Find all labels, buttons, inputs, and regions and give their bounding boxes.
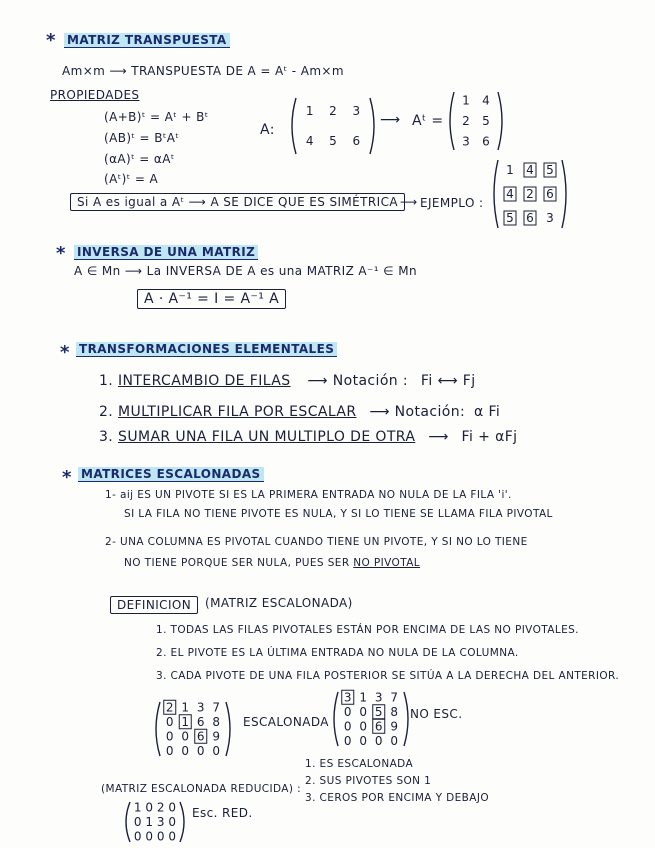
matrix-entry: 1 bbox=[462, 93, 470, 108]
matrix-entry: 9 bbox=[212, 729, 221, 744]
paren-left bbox=[450, 92, 454, 150]
paren-right bbox=[180, 802, 184, 842]
matrix-entry: 7 bbox=[212, 700, 221, 715]
matrix-entry: 0 bbox=[145, 829, 154, 844]
matrix-entry: 0 bbox=[145, 800, 154, 815]
matrix-escalonada-example bbox=[152, 700, 234, 762]
matrix-a bbox=[288, 96, 378, 160]
matrix-entry: 0 bbox=[359, 733, 368, 748]
star-bullet-icon: * bbox=[46, 30, 56, 51]
matrix-entry: 8 bbox=[390, 704, 399, 719]
inversa-definition: A ∈ Mn ⟶ La INVERSA DE A es una MATRIZ A⁻¹ ∈ Mn bbox=[74, 264, 417, 278]
definicion-title: (MATRIZ ESCALONADA) bbox=[205, 596, 353, 610]
matrix-entry: 3 bbox=[546, 211, 554, 225]
matrix-entry: 6 bbox=[352, 134, 361, 148]
matrix-entry: 0 bbox=[168, 800, 177, 815]
matrix-no-escalonada-example bbox=[330, 690, 412, 752]
matrix-entry: 5 bbox=[482, 114, 490, 128]
matrix-entry: 6 bbox=[482, 134, 490, 149]
pivote-definition-line: SI LA FILA NO TIENE PIVOTE ES NULA, Y SI LO TIENE SE LLAMA FILA PIVOTAL bbox=[124, 508, 553, 520]
escalonada-rule: 2. EL PIVOTE ES LA ÚLTIMA ENTRADA NO NULA DE LA COLUMNA. bbox=[156, 647, 519, 659]
matrix-entry: 5 bbox=[506, 211, 514, 225]
matrix-entry: 0 bbox=[181, 743, 190, 758]
columna-pivotal-line: 2- UNA COLUMNA ES PIVOTAL CUANDO TIENE UN PIVOTE, Y SI NO LO TIENE bbox=[105, 536, 528, 548]
matrix-entry: 7 bbox=[390, 690, 399, 705]
matrix-entry: 0 bbox=[165, 714, 174, 729]
paren-left bbox=[494, 160, 498, 228]
paren-right bbox=[498, 92, 502, 150]
matrix-entry: 0 bbox=[390, 733, 399, 748]
matrix-reducida-example bbox=[122, 800, 188, 848]
matrix-entry: 4 bbox=[482, 93, 490, 108]
matrix-entry: 3 bbox=[374, 690, 383, 705]
paren-left bbox=[292, 98, 296, 154]
matrix-entry: 0 bbox=[212, 743, 221, 758]
matrix-a-label: A: bbox=[260, 122, 275, 138]
matrix-entry: 0 bbox=[359, 719, 368, 734]
matrix-entry: 1 bbox=[181, 714, 190, 729]
matrix-entry: 2 bbox=[329, 104, 337, 118]
matrix-entry: 0 bbox=[165, 743, 174, 758]
section-title-transformaciones: TRANSFORMACIONES ELEMENTALES bbox=[76, 342, 337, 357]
paren-right bbox=[562, 160, 566, 228]
matrix-entry: 0 bbox=[181, 729, 190, 744]
matrix-entry: 0 bbox=[156, 829, 165, 844]
transform-item: 2. MULTIPLICAR FILA POR ESCALAR ⟶ Notación: α Fi bbox=[99, 404, 501, 420]
matrix-entry: 6 bbox=[374, 719, 383, 734]
matrix-entry: 4 bbox=[526, 163, 534, 177]
reducida-rule: 3. CEROS POR ENCIMA Y DEBAJO bbox=[305, 792, 490, 804]
escalonada-rule: 3. CADA PIVOTE DE UNA FILA POSTERIOR SE SITÚA A LA DERECHA DEL ANTERIOR. bbox=[156, 670, 620, 682]
no-escalonada-label: NO ESC. bbox=[410, 707, 463, 721]
reducida-label: Esc. RED. bbox=[192, 806, 253, 820]
matrix-entry: 4 bbox=[305, 134, 314, 148]
reducida-rule: 1. ES ESCALONADA bbox=[305, 758, 414, 770]
matrix-entry: 1 bbox=[145, 815, 154, 829]
matrix-entry: 6 bbox=[546, 187, 554, 201]
matrix-entry: 0 bbox=[374, 733, 383, 748]
matrix-entry: 3 bbox=[462, 134, 470, 149]
matrix-entry: 6 bbox=[196, 714, 205, 729]
transform-item: 3. SUMAR UNA FILA UN MULTIPLO DE OTRA ⟶ Fi + αFj bbox=[99, 429, 518, 445]
matrix-entry: 0 bbox=[343, 719, 352, 734]
matrix-entry: 3 bbox=[156, 815, 165, 829]
matrix-entry: 3 bbox=[343, 690, 352, 705]
matrix-entry: 0 bbox=[168, 815, 177, 829]
symmetric-box: Si A es igual a Aᵗ ⟶ A SE DICE QUE ES SIMÉTRICA bbox=[70, 193, 405, 211]
matrix-entry: 0 bbox=[133, 829, 142, 844]
paren-right bbox=[370, 98, 374, 154]
matrix-symmetric-example bbox=[490, 158, 570, 234]
matrix-entry: 0 bbox=[343, 704, 352, 719]
property-item: (A+B)ᵗ = Aᵗ + Bᵗ bbox=[104, 110, 209, 124]
escalonada-label: ESCALONADA bbox=[243, 715, 329, 729]
matrix-entry: 3 bbox=[196, 700, 205, 715]
matrix-entry: 0 bbox=[343, 733, 352, 748]
matrix-entry: 9 bbox=[390, 719, 399, 734]
matrix-at bbox=[446, 90, 506, 156]
paren-left bbox=[334, 692, 338, 746]
property-item: (Aᵗ)ᵗ = A bbox=[104, 172, 159, 186]
star-bullet-icon: * bbox=[62, 467, 72, 488]
section-title-transpuesta: MATRIZ TRANSPUESTA bbox=[64, 33, 230, 48]
escalonada-rule: 1. TODAS LAS FILAS PIVOTALES ESTÁN POR ENCIMA DE LAS NO PIVOTALES. bbox=[156, 624, 579, 636]
matrix-entry: 1 bbox=[133, 800, 142, 815]
property-item: (AB)ᵗ = BᵗAᵗ bbox=[104, 131, 180, 145]
paren-left bbox=[156, 702, 160, 756]
transform-item: 1. INTERCAMBIO DE FILAS ⟶ Notación : Fi ⟷ Fj bbox=[99, 373, 476, 389]
matrix-entry: 3 bbox=[352, 104, 361, 118]
inversa-identity-box: A · A⁻¹ = I = A⁻¹ A bbox=[137, 289, 286, 309]
matrix-entry: 2 bbox=[526, 187, 534, 201]
matrix-entry: 6 bbox=[526, 211, 534, 225]
matrix-entry: 0 bbox=[165, 729, 174, 744]
transpuesta-definition: Am×m ⟶ TRANSPUESTA DE A = Aᵗ - Am×m bbox=[62, 64, 344, 78]
property-item: (αA)ᵗ = αAᵗ bbox=[104, 152, 175, 166]
propiedades-title: PROPIEDADES bbox=[50, 88, 140, 102]
paren-right bbox=[404, 692, 408, 746]
matrix-entry: 0 bbox=[133, 815, 142, 829]
matrix-entry: 0 bbox=[359, 704, 368, 719]
arrow-icon: ⟶ bbox=[400, 195, 418, 209]
matrix-entry: 5 bbox=[546, 163, 554, 177]
columna-pivotal-line: NO TIENE PORQUE SER NULA, PUES SER NO PIVOTAL bbox=[124, 557, 421, 569]
star-bullet-icon: * bbox=[56, 243, 66, 264]
matrix-entry: 0 bbox=[196, 743, 205, 758]
star-bullet-icon: * bbox=[60, 342, 70, 363]
paren-left bbox=[126, 802, 130, 842]
matrix-entry: 5 bbox=[329, 134, 337, 148]
matrix-entry: 4 bbox=[506, 187, 514, 201]
section-title-escalonadas: MATRICES ESCALONADAS bbox=[78, 467, 264, 482]
matrix-entry: 1 bbox=[181, 700, 190, 715]
reducida-rule: 2. SUS PIVOTES SON 1 bbox=[305, 775, 432, 787]
matrix-entry: 8 bbox=[212, 714, 221, 729]
reducida-title: (MATRIZ ESCALONADA REDUCIDA) : bbox=[101, 783, 302, 795]
matrix-entry: 1 bbox=[506, 163, 514, 177]
arrow-icon: ⟶ bbox=[380, 112, 401, 128]
paren-right bbox=[226, 702, 230, 756]
matrix-entry: 0 bbox=[168, 829, 177, 844]
matrix-entry: 1 bbox=[359, 690, 368, 705]
matrix-entry: 6 bbox=[196, 729, 205, 744]
pivote-definition-line: 1- aij ES UN PIVOTE SI ES LA PRIMERA ENTRADA NO NULA DE LA FILA 'i'. bbox=[105, 489, 512, 501]
matrix-entry: 1 bbox=[305, 104, 314, 118]
section-title-inversa: INVERSA DE UNA MATRIZ bbox=[74, 245, 258, 260]
matrix-entry: 2 bbox=[165, 700, 174, 715]
matrix-at-label: Aᵗ = bbox=[412, 113, 444, 129]
ejemplo-label: EJEMPLO : bbox=[420, 196, 484, 210]
matrix-entry: 5 bbox=[374, 704, 383, 719]
matrix-entry: 2 bbox=[462, 114, 470, 128]
matrix-entry: 2 bbox=[156, 800, 165, 815]
definicion-box: DEFINICION bbox=[110, 596, 198, 614]
